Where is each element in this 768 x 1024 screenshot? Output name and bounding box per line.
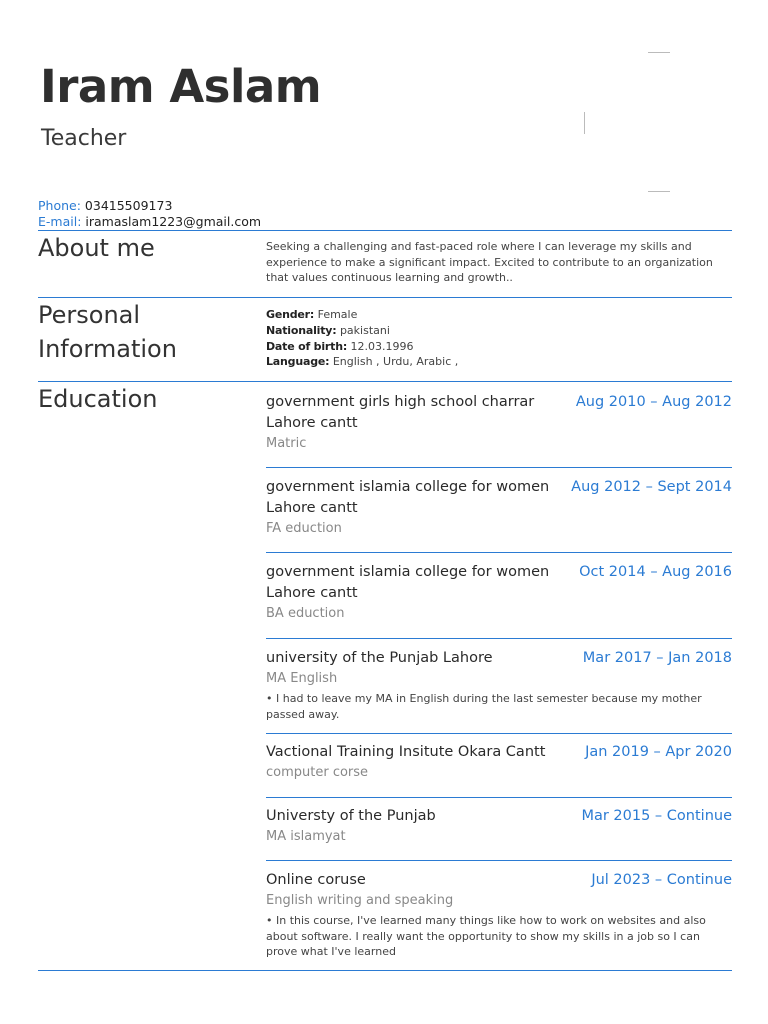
edu-note: • In this course, I've learned many things like how to work on websites and also about software. I really want the opportunity to show my skills in a job so I can prove what I've learned	[266, 914, 706, 958]
contact-block	[38, 198, 261, 230]
edu-institution: Vactional Training Insitute Okara Cantt	[266, 744, 546, 760]
resume-name: Iram Aslam	[40, 60, 322, 113]
phone-line	[38, 198, 261, 214]
personal-title	[38, 298, 177, 366]
dob-row	[266, 339, 458, 355]
divider	[266, 733, 732, 734]
nationality-label: Nationality:	[266, 323, 337, 337]
edu-date: Mar 2015 – Continue	[581, 808, 732, 824]
dob-value: 12.03.1996	[350, 339, 414, 353]
education-entry	[266, 648, 732, 722]
edu-date: Oct 2014 – Aug 2016	[579, 564, 732, 580]
edu-date: Aug 2010 – Aug 2012	[575, 394, 732, 410]
education-entry	[266, 562, 732, 624]
nationality-value: pakistani	[339, 323, 390, 337]
edu-degree: MA English	[266, 671, 338, 686]
edu-institution: government islamia college for women Lahore cantt	[266, 564, 550, 601]
photo-placeholder	[584, 52, 734, 192]
gender-value: Female	[317, 308, 358, 321]
gender-label: Gender:	[266, 308, 315, 321]
language-label: Language:	[266, 355, 330, 369]
divider	[266, 638, 732, 639]
personal-title-line1: Personal	[38, 301, 141, 329]
email-line	[38, 214, 261, 230]
nationality-row	[266, 323, 458, 339]
gender-row	[266, 307, 458, 323]
about-title: About me	[38, 234, 155, 262]
edu-degree: English writing and speaking	[266, 893, 454, 908]
edu-institution: government girls high school charrar Lahore cantt	[266, 394, 535, 431]
edu-institution: university of the Punjab Lahore	[266, 650, 493, 666]
about-text: Seeking a challenging and fast-paced role where I can leverage my skills and experience to make a significant impact. Excited to contribute to an organization that values continuous learning and growth..	[266, 240, 713, 284]
email-value: iramaslam1223@gmail.com	[85, 214, 262, 229]
edu-note: • I had to leave my MA in English during the last semester because my mother passed away.	[266, 692, 702, 721]
edu-institution: government islamia college for women Lahore cantt	[266, 479, 550, 516]
resume-role: Teacher	[41, 126, 127, 151]
education-entry	[266, 477, 732, 539]
email-label: E-mail:	[38, 214, 82, 229]
personal-info	[266, 307, 458, 370]
edu-institution: Online coruse	[266, 872, 366, 888]
dob-label: Date of birth:	[266, 339, 348, 353]
phone-label: Phone:	[38, 198, 81, 213]
edu-degree: FA eduction	[266, 521, 342, 536]
divider	[266, 797, 732, 798]
divider	[266, 860, 732, 861]
edu-degree: Matric	[266, 436, 307, 451]
edu-date: Mar 2017 – Jan 2018	[582, 650, 732, 666]
education-entry	[266, 742, 732, 783]
phone-value: 03415509173	[84, 198, 173, 213]
edu-degree: BA eduction	[266, 606, 345, 621]
language-row	[266, 354, 458, 370]
edu-date: Jan 2019 – Apr 2020	[585, 744, 732, 760]
edu-degree: MA islamyat	[266, 829, 346, 844]
education-entry	[266, 392, 732, 454]
divider	[266, 467, 732, 468]
language-value: English , Urdu, Arabic ,	[332, 355, 459, 369]
divider	[38, 970, 732, 971]
divider	[266, 552, 732, 553]
education-entry	[266, 806, 732, 847]
edu-date: Jul 2023 – Continue	[591, 872, 732, 888]
education-entry	[266, 870, 732, 960]
edu-institution: Universty of the Punjab	[266, 808, 436, 824]
education-title: Education	[38, 385, 158, 413]
personal-title-line2: Information	[38, 335, 177, 363]
edu-date: Aug 2012 – Sept 2014	[571, 479, 732, 495]
edu-degree: computer corse	[266, 765, 369, 780]
